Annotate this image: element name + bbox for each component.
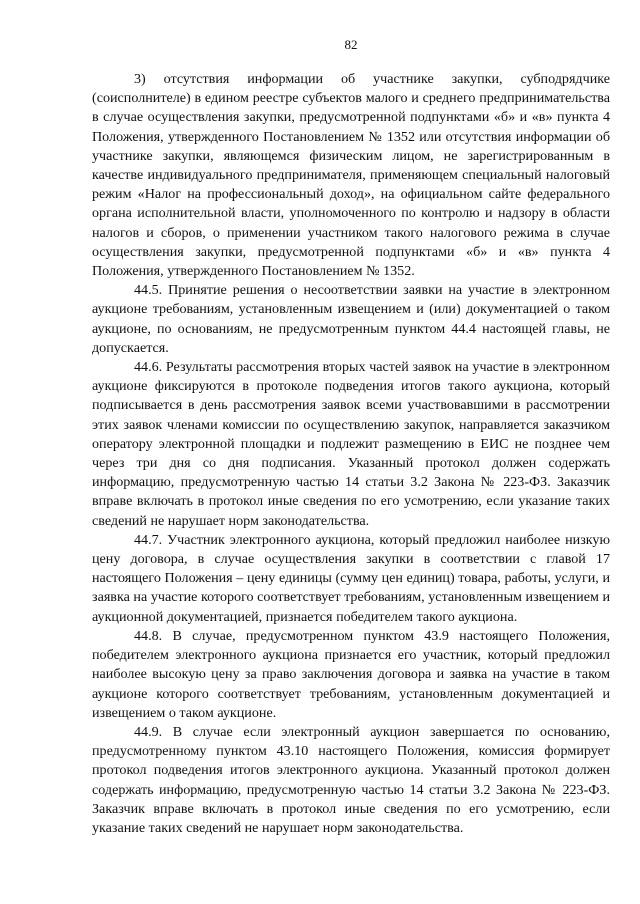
paragraph-44-5: 44.5. Принятие решения о несоответствии заявки на участие в электронном аукционе требованиям, установленным извещением и (или) документацией о таком аукционе, по основаниям, не предусмотренным пунктом 44.4 настоящей главы, не допускается. (92, 282, 610, 356)
document-page (92, 36, 610, 838)
page-number: 82 (344, 37, 358, 52)
paragraph-44-9: 44.9. В случае если электронный аукцион завершается по основанию, предусмотренному пунктом 43.10 настоящего Положения, комиссия формирует протокол подведения итогов электронного аукциона. Указанный протокол должен содержать информацию, предусмотренную частью 14 статьи 3.2 Закона № 223-ФЗ. Заказчик вправе включать в протокол иные сведения по его усмотрению, если указание таких сведений не нарушает норм законодательства. (92, 723, 610, 836)
paragraph-44-6: 44.6. Результаты рассмотрения вторых частей заявок на участие в электронном аукционе фиксируются в протоколе подведения итогов такого аукциона, который подписывается в день рассмотрения заявок всеми участвовавшими в рассмотрении этих заявок членами комиссии по осуществлению закупок, направляется заказчиком оператору электронной площадки и подлежит размещению в ЕИС не позднее чем через три дня со дня подписания. Указанный протокол должен содержать информацию, предусмотренную частью 14 статьи 3.2 Закона № 223-ФЗ. Заказчик вправе включать в протокол иные сведения по его усмотрению, если указание таких сведений не нарушает норм законодательства. (92, 359, 610, 529)
paragraph-item-3: 3) отсутствия информации об участнике закупки, субподрядчике (соисполнителе) в едином реестре субъектов малого и среднего предпринимательства в случае осуществления закупки, предусмотренной подпунктами «б» и «в» пункта 4 Положения, утвержденного Постановлением № 1352 или отсутствия информации об участнике закупки, являющемся физическим лицом, не зарегистрированным в качестве индивидуального предпринимателя, применяющем специальный налоговый режим «Налог на профессиональный доход», на официальном сайте федерального органа исполнительной власти, уполномоченного по контролю и надзору в области налогов и сборов, о применении участником такого налогового режима в случае осуществления закупки, предусмотренной подпунктами «б» и «в» пункта 4 Положения, утвержденного Постановлением № 1352. (92, 71, 610, 280)
paragraph-44-7: 44.7. Участник электронного аукциона, который предложил наиболее низкую цену договора, в случае осуществления закупки в соответствии с главой 17 настоящего Положения – цену единицы (сумму цен единиц) товара, работы, услуги, и заявка на участие которого соответствует требованиям, установленным извещением и аукционной документацией, признается победителем такого аукциона. (92, 531, 610, 625)
paragraph-44-8: 44.8. В случае, предусмотренном пунктом 43.9 настоящего Положения, победителем электронного аукциона признается его участник, который предложил наиболее высокую цену за право заключения договора и заявка на участие в таком аукционе которого соответствует требованиям, установленным документацией и извещением о таком аукционе. (92, 627, 610, 721)
